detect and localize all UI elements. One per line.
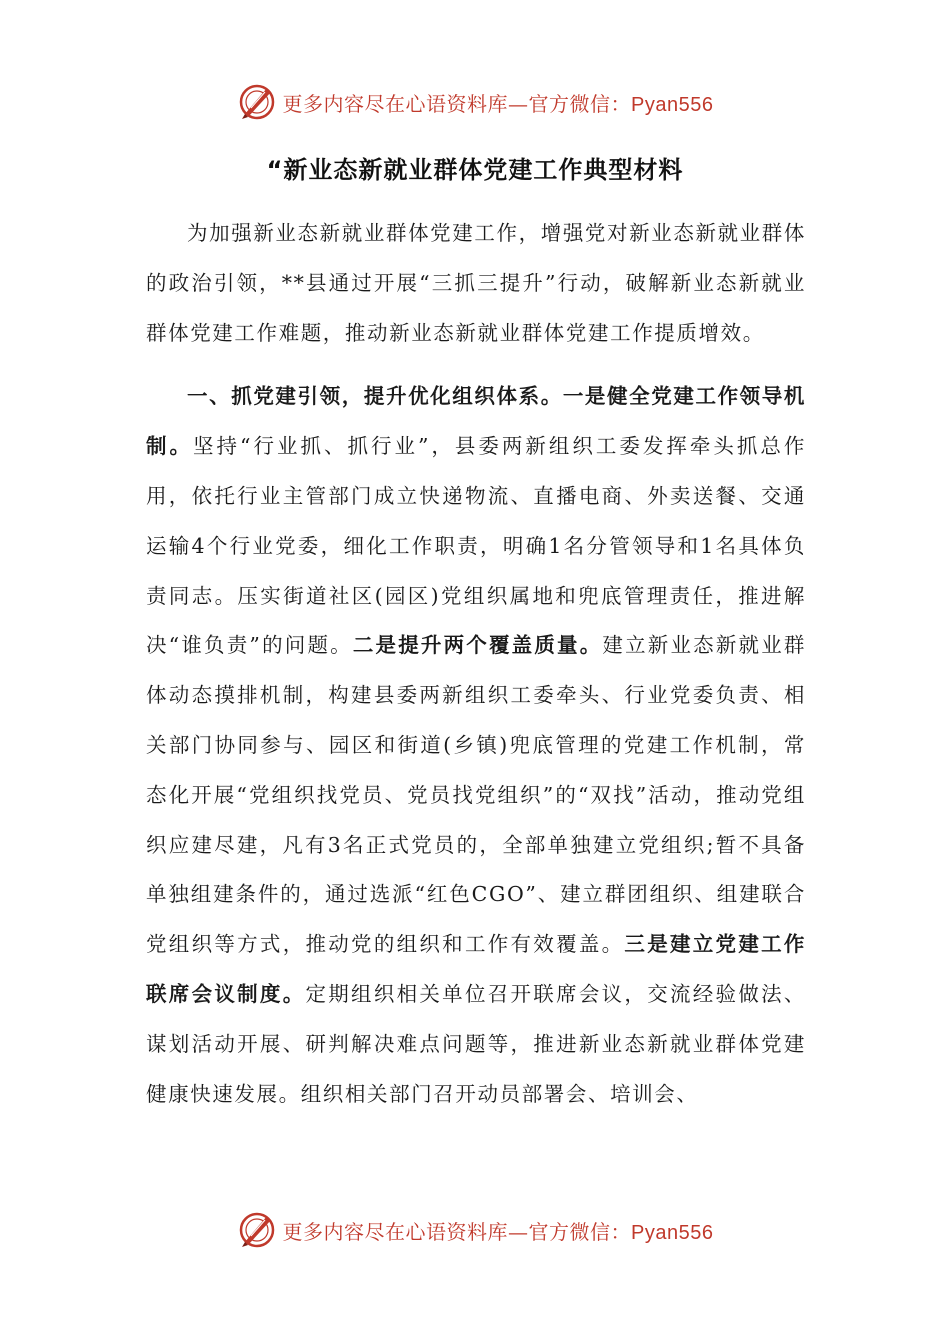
section1-paragraph xyxy=(146,372,806,1119)
footer-wechat-id: Pyan556 xyxy=(631,1221,714,1244)
footer-banner xyxy=(0,1208,950,1252)
point3-title: 三是建立党建工作联席会议制度。 xyxy=(146,932,806,1006)
header-banner xyxy=(0,80,950,124)
section1-heading: 一、抓党建引领，提升优化组织体系。 xyxy=(187,384,563,409)
footer-banner-text: 更多内容尽在心语资料库—官方微信：Pyan556 xyxy=(282,1219,714,1244)
header-banner-text: 更多内容尽在心语资料库—官方微信：Pyan556 xyxy=(282,91,714,116)
document-title: “新业态新就业群体党建工作典型材料 xyxy=(266,156,684,184)
document-body xyxy=(146,209,806,1119)
intro-paragraph: 为加强新业态新就业群体党建工作，增强党对新业态新就业群体的政治引领，**县通过开展“三抓三提升”行动，破解新业态新就业群体党建工作难题，推动新业态新就业群体党建工作提质增效。 xyxy=(146,221,806,345)
point3-text: 定期组织相关单位召开联席会议，交流经验做法、谋划活动开展、研判解决难点问题等，推进新业态新就业群体党建健康快速发展。组织相关部门召开动员部署会、培训会、 xyxy=(146,981,807,1106)
point1-title: 一是健全党建工作领导机制。 xyxy=(146,384,806,459)
point2-title: 二是提升两个覆盖质量。 xyxy=(352,633,603,658)
point1-text: 坚持“行业抓、抓行业”，县委两新组织工委发挥牵头抓总作用，依托行业主管部门成立快递物流、直播电商、外卖送餐、交通运输4个行业党委，细化工作职责，明确1名分管领导和1名具体负责同志。压实街道社区(园区)党组织属地和兜底管理责任，推进解决“谁负责”的问题。 xyxy=(146,434,806,658)
pen-logo-icon xyxy=(237,82,277,122)
header-wechat-id: Pyan556 xyxy=(631,93,714,116)
point2-text: 建立新业态新就业群体动态摸排机制，构建县委两新组织工委牵头、行业党委负责、相关部门协同参与、园区和街道(乡镇)兜底管理的党建工作机制，常态化开展“党组织找党员、党员找党组织”的“双找”活动，推动党组织应建尽建，凡有3名正式党员的，全部单独建立党组织;暂不具备单独组建条件的，通过选派“红色CGO”、建立群团组织、组建联合党组织等方式，推动党的组织和工作有效覆盖。 xyxy=(146,633,806,957)
pen-logo-icon xyxy=(237,1210,277,1250)
